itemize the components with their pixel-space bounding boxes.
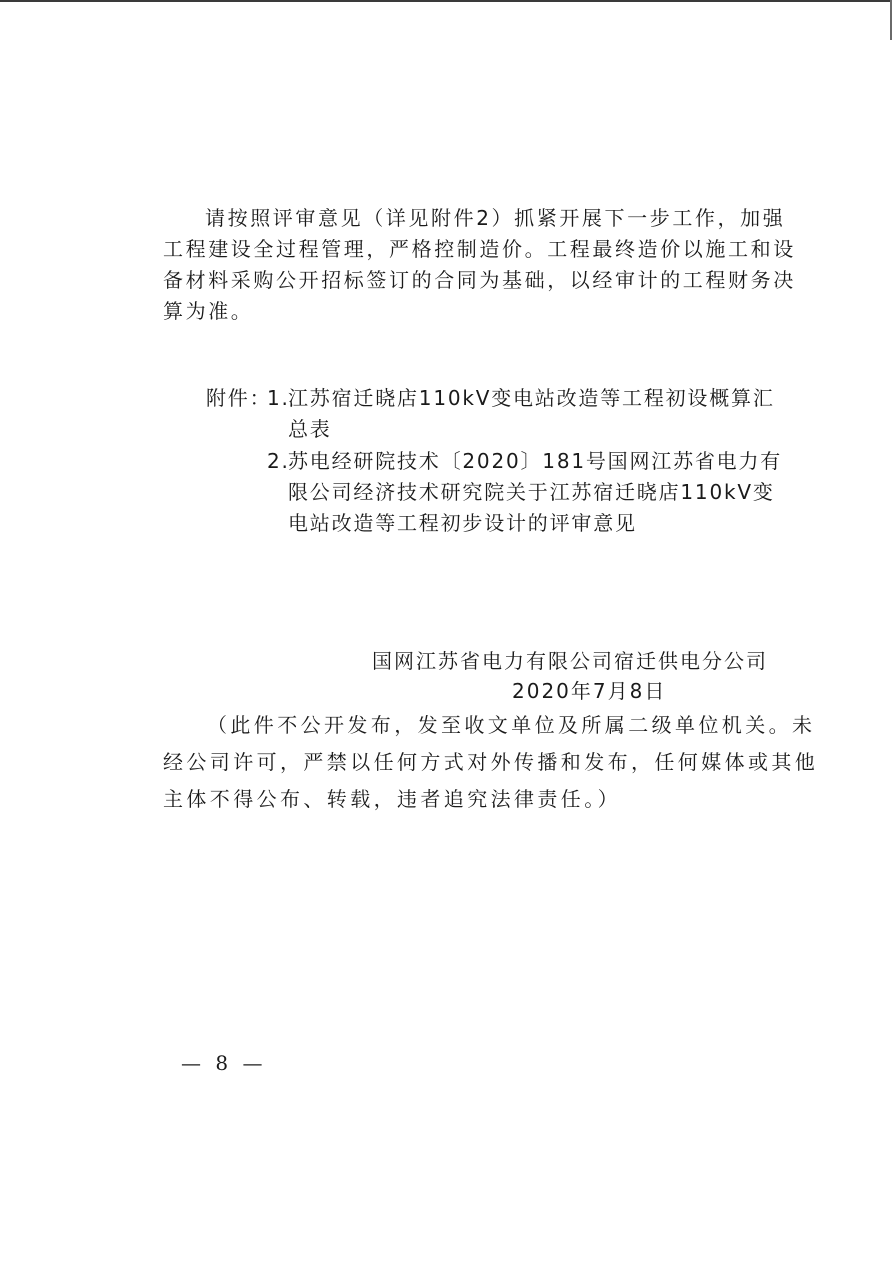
signature-date: 2020年7月8日 [512,679,667,703]
attachment-2-number: 2. [267,449,290,473]
attachments-label: 附件： [206,386,272,410]
body-line: 备材料采购公开招标签订的合同为基础，以经审计的工程财务决 [163,268,796,292]
notice-line: 主体不得公布、转载，违者追究法律责任。） [163,787,621,811]
attachment-1-line: 总表 [288,417,332,441]
body-paragraph [163,203,796,327]
body-line: 请按照评审意见（详见附件2）抓紧开展下一步工作，加强 [205,206,786,230]
signature-organization: 国网江苏省电力有限公司宿迁供电分公司 [372,649,768,673]
notice-line: （此件不公开发布，发至收文单位及所属二级单位机关。未 [207,713,816,737]
body-line: 算为准。 [163,299,254,323]
attachment-2-line: 电站改造等工程初步设计的评审意见 [288,511,637,535]
attachment-2-line: 限公司经济技术研究院关于江苏宿迁晓店110kV变 [288,480,775,504]
notice-line: 经公司许可，严禁以任何方式对外传播和发布，任何媒体或其他 [163,750,819,774]
distribution-notice [163,707,819,818]
attachment-1-number: 1. [267,386,290,410]
attachment-2-line: 苏电经研院技术〔2020〕181号国网江苏省电力有 [288,449,783,473]
attachment-1-line: 江苏宿迁晓店110kV变电站改造等工程初设概算汇 [288,386,775,410]
scan-border-top [0,0,892,2]
page-number: — 8 — [181,1051,267,1075]
body-line: 工程建设全过程管理，严格控制造价。工程最终造价以施工和设 [163,237,796,261]
